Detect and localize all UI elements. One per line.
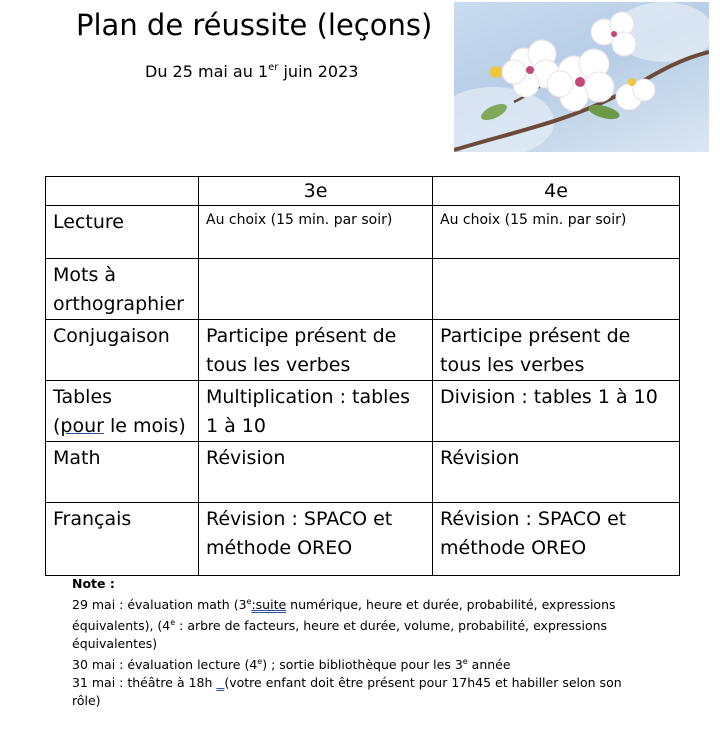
cell-4e: Révision : SPACO et méthode OREO (433, 503, 680, 576)
cell-3e (199, 259, 433, 320)
note-text: 31 mai : théâtre à 18h (72, 675, 217, 690)
note-text: :suite (251, 597, 287, 612)
notes-section (72, 575, 632, 710)
note-text: : arbre de facteurs, heure et durée, volume, probabilité, expressions équivalentes) (72, 618, 608, 651)
row-label (46, 503, 199, 576)
row-label-text: Français (53, 508, 132, 530)
table-row (46, 259, 680, 320)
note-sup: e (462, 657, 468, 666)
note-sup: e (246, 597, 252, 606)
row-label-text: orthographier (53, 293, 184, 315)
page-title: Plan de réussite (leçons) (76, 8, 433, 42)
date-range (145, 62, 358, 81)
cell-4e: Au choix (15 min. par soir) (433, 206, 680, 259)
row-label-text: Math (53, 447, 101, 469)
row-label (46, 320, 199, 381)
header-3e: 3e (199, 177, 433, 206)
cell-4e (433, 259, 680, 320)
date-range-end: juin 2023 (278, 62, 359, 81)
row-label (46, 442, 199, 503)
cell-4e: Révision (433, 442, 680, 503)
note-text: 30 mai : évaluation lecture (4 (72, 657, 258, 672)
header-4e: 4e (433, 177, 680, 206)
row-label (46, 259, 199, 320)
note-text: ) ; sortie bibliothèque pour les 3 (262, 657, 463, 672)
table-row (46, 503, 680, 576)
note-text: année (467, 657, 511, 672)
note-line (72, 674, 632, 710)
cell-4e: Division : tables 1 à 10 (433, 381, 680, 442)
row-label-text: Mots à (53, 264, 117, 286)
row-label-text: pour (60, 415, 104, 437)
row-label: Tables (pour le mois) (46, 381, 199, 442)
cell-3e: Révision : SPACO et méthode OREO (199, 503, 433, 576)
note-text: 29 mai : évaluation math (3 (72, 597, 247, 612)
cell-4e: Participe présent de tous les verbes (433, 320, 680, 381)
cell-3e: Révision (199, 442, 433, 503)
row-label-text: le mois) (103, 415, 186, 437)
row-label-text: Lecture (53, 211, 124, 233)
note-line (72, 593, 632, 653)
table-row (46, 206, 680, 259)
table-row (46, 381, 680, 442)
lessons-table (45, 176, 680, 576)
cell-3e: Multiplication : tables 1 à 10 (199, 381, 433, 442)
note-text: numérique, heure et durée, probabilité, expressions équivalents), (4 (72, 597, 616, 633)
blossom-photo (454, 2, 709, 152)
table-row (46, 442, 680, 503)
date-range-start: Du 25 mai au 1 (145, 62, 269, 81)
note-line (72, 653, 632, 674)
row-label-text: Conjugaison (53, 325, 170, 347)
blossom-icon (454, 2, 709, 152)
notes-title: Note : (72, 576, 115, 591)
table-header-row (46, 177, 680, 206)
note-sup: e (170, 618, 176, 627)
header-empty (46, 177, 199, 206)
note-sup: e (257, 657, 263, 666)
cell-3e: Au choix (15 min. par soir) (199, 206, 433, 259)
cell-3e: Participe présent de tous les verbes (199, 320, 433, 381)
ordinal-sup: er (268, 62, 279, 73)
row-label-text: Tables (53, 386, 113, 408)
note-text: (votre enfant doit être présent pour 17h45 et habiller selon son rôle) (72, 675, 622, 708)
table-row (46, 320, 680, 381)
row-label (46, 206, 199, 259)
